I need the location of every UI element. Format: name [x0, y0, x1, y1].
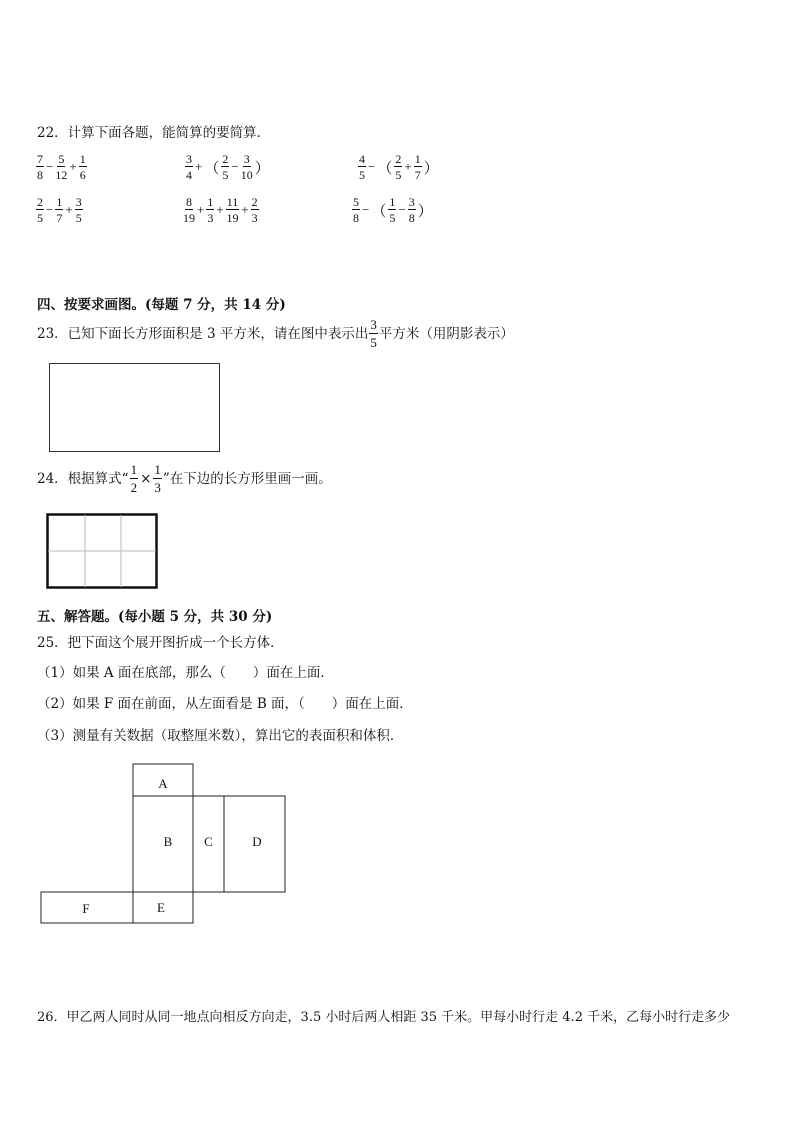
- q22-expr-4: $\frac{2}{5}$ − $\frac{1}{7}$ + $\frac{3}{5}$: [37, 195, 82, 225]
- fraction: $\frac{1}{7}$: [56, 195, 63, 225]
- fraction: $\frac{2}{5}$: [222, 152, 229, 182]
- q24-grid-rectangle[interactable]: [46, 513, 158, 589]
- fraction: $\frac{2}{3}$: [251, 195, 258, 225]
- fraction: $\frac{7}{8}$: [37, 152, 43, 182]
- face-c-label: C: [204, 834, 213, 849]
- cuboid-net-diagram: [0, 760, 300, 930]
- q25-part-3: （3）测量有关数据（取整厘米数），算出它的表面积和体积．: [37, 728, 404, 744]
- q22-expr-2: $\frac{3}{4}$ + （ $\frac{2}{5}$ − $\frac{3}{10}$ ）: [186, 152, 270, 182]
- q22-expr-1: $\frac{7}{8}$ − $\frac{5}{12}$ + $\frac{1}{6}$: [37, 152, 86, 182]
- q22-title: 22．计算下面各题，能简算的要简算．: [37, 125, 271, 141]
- fraction: $\frac{2}{5}$: [395, 152, 402, 182]
- fraction: $\frac{1}{2}$: [130, 462, 138, 495]
- section-4-heading: 四、按要求画图。(每题 7 分，共 14 分): [37, 297, 286, 313]
- fraction: $\frac{1}{3}$: [154, 462, 161, 495]
- section-5-heading: 五、解答题。(每小题 5 分，共 30 分): [37, 609, 273, 625]
- face-e-label: E: [157, 900, 165, 915]
- q23-drawing-rectangle[interactable]: [49, 363, 220, 452]
- q25-part-2: （2）如果 F 面在前面，从左面看是 B 面，（ ）面在上面．: [37, 696, 413, 712]
- times-sign: ×: [140, 470, 152, 487]
- fraction: $\frac{3}{4}$: [186, 152, 192, 182]
- q24-text-post: ”在下边的长方形里画一画。: [162, 470, 332, 487]
- fraction: $\frac{3}{5}$: [75, 195, 82, 225]
- face-b-label: B: [163, 834, 173, 849]
- fraction: $\frac{3}{5}$: [370, 317, 377, 350]
- face-a-label: A: [158, 776, 168, 791]
- fraction: $\frac{3}{10}$: [240, 152, 253, 182]
- q23-question: [37, 318, 514, 349]
- fraction: $\frac{8}{19}$: [183, 195, 195, 225]
- fraction: $\frac{1}{6}$: [79, 152, 86, 182]
- fraction: $\frac{1}{5}$: [389, 195, 396, 225]
- fraction: $\frac{1}{3}$: [207, 195, 214, 225]
- fraction: $\frac{3}{8}$: [408, 195, 415, 225]
- face-d-label: D: [252, 834, 262, 849]
- q25-title: 25．把下面这个展开图折成一个长方体．: [37, 635, 284, 651]
- q23-text-post: 平方米（用阴影表示）: [378, 325, 514, 342]
- q24-text-pre: 24．根据算式“: [37, 470, 129, 487]
- fraction: $\frac{2}{5}$: [37, 195, 43, 225]
- fraction: $\frac{5}{12}$: [55, 152, 68, 182]
- q22-expr-6: $\frac{5}{8}$ − （ $\frac{1}{5}$ − $\frac{3}{8}$ ）: [353, 195, 433, 225]
- q22-expr-5: $\frac{8}{19}$ + $\frac{1}{3}$ + $\frac{11}{19}$ + $\frac{2}{3}$: [183, 195, 258, 225]
- q25-part-1: （1）如果 A 面在底部，那么（ ）面在上面．: [37, 665, 334, 681]
- fraction: $\frac{1}{7}$: [414, 152, 421, 182]
- q26-question: 26．甲乙两人同时从同一地点向相反方向走，3.5 小时后两人相距 35 千米。甲每小时行走 4.2 千米，乙每小时行走多少: [37, 1010, 731, 1025]
- q24-question: [37, 463, 332, 494]
- fraction: $\frac{4}{5}$: [359, 152, 365, 182]
- face-f-label: F: [82, 901, 90, 916]
- fraction: $\frac{5}{8}$: [353, 195, 359, 225]
- q22-expr-3: $\frac{4}{5}$ − （ $\frac{2}{5}$ + $\frac{1}{7}$ ）: [359, 152, 439, 182]
- q23-text-pre: 23．已知下面长方形面积是 3 平方米，请在图中表示出: [37, 325, 369, 342]
- fraction: $\frac{11}{19}$: [226, 195, 239, 225]
